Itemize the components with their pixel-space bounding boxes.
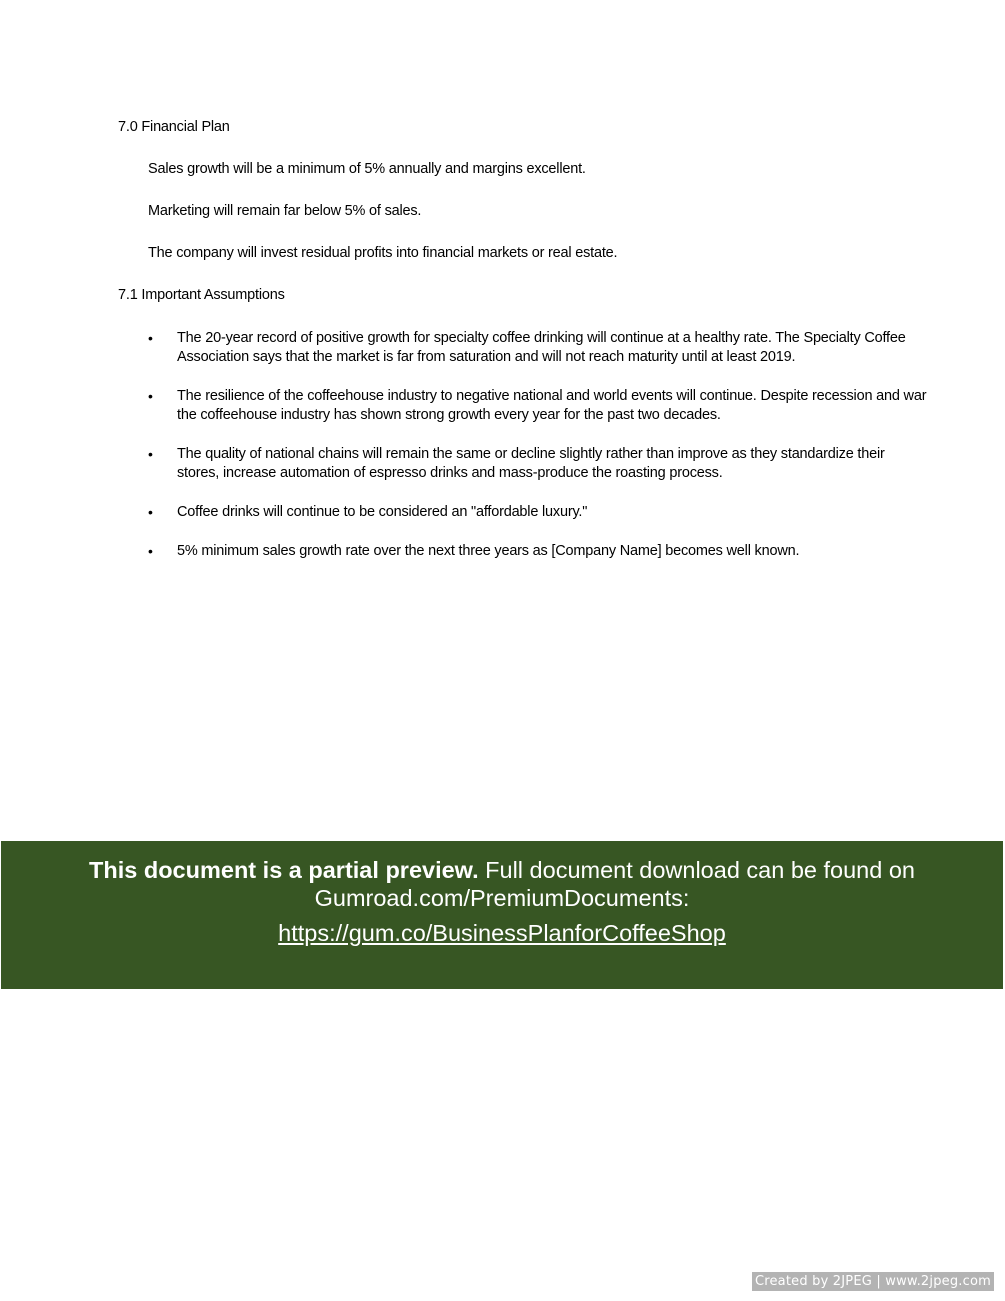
list-item-text: The 20-year record of positive growth for specialty coffee drinking will continue at a healthy rate. The Specialty Coffee Association says that the market is far from saturation and will not reach maturity until at least 2019. [177,330,906,365]
list-item [118,387,928,425]
paragraph-sales-growth: Sales growth will be a minimum of 5% annually and margins excellent. [148,161,586,177]
list-item-text: Coffee drinks will continue to be considered an "affordable luxury." [177,504,588,520]
download-link[interactable]: https://gum.co/BusinessPlanforCoffeeShop [278,920,726,946]
preview-banner [1,841,1003,989]
paragraph-residual-profits: The company will invest residual profits into financial markets or real estate. [148,245,618,261]
list-item [118,445,928,483]
banner-bold-text: This document is a partial preview. [89,857,479,883]
assumptions-list [118,329,928,561]
list-item [118,542,928,561]
list-item-text: The quality of national chains will remain the same or decline slightly rather than improve as they standardize their stores, increase automation of espresso drinks and mass-produce the roasting process. [177,446,885,481]
list-item-text: 5% minimum sales growth rate over the next three years as [Company Name] becomes well known. [177,543,800,559]
list-item [118,503,928,522]
section-heading-important-assumptions: 7.1 Important Assumptions [118,287,285,303]
bullet-icon: • [148,543,153,559]
paragraph-marketing: Marketing will remain far below 5% of sales. [148,203,422,219]
banner-message [62,841,942,912]
bullet-icon: • [148,504,153,520]
watermark: Created by 2JPEG | www.2jpeg.com [752,1272,994,1291]
section-heading-financial-plan: 7.0 Financial Plan [118,119,230,135]
document-content [118,118,928,561]
list-item [118,329,928,367]
bullet-icon: • [148,446,153,462]
list-item-text: The resilience of the coffeehouse industry to negative national and world events will continue. Despite recession and war the coffeehouse industry has shown strong growth every year for the past two decades. [177,388,927,423]
bullet-icon: • [148,330,153,346]
bullet-icon: • [148,388,153,404]
banner-text: Full document download can be found on Gumroad.com/PremiumDocuments: [314,857,915,911]
